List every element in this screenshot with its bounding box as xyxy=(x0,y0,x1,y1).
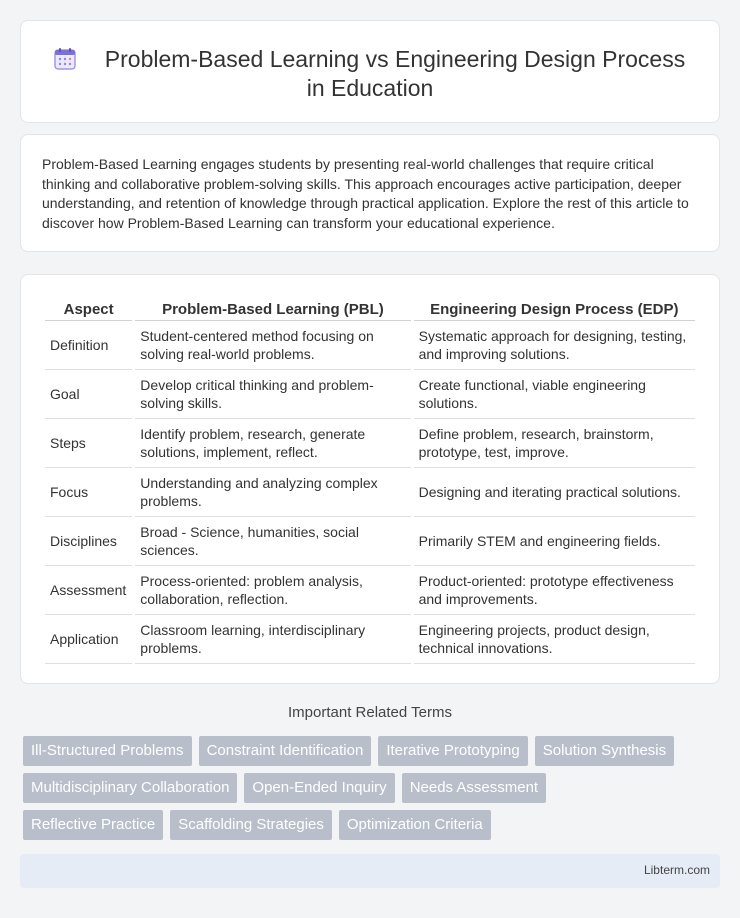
table-row xyxy=(45,419,695,468)
row-aspect: Focus xyxy=(45,468,132,517)
tag-scaffolding-strategies[interactable]: Scaffolding Strategies xyxy=(170,810,332,840)
comparison-table xyxy=(42,295,698,664)
row-pbl: Develop critical thinking and problem-solving skills. xyxy=(135,370,410,419)
related-terms xyxy=(23,736,723,847)
footer xyxy=(20,854,720,888)
table-row xyxy=(45,517,695,566)
comparison-card xyxy=(20,274,720,684)
header-edp: Engineering Design Process (EDP) xyxy=(414,295,695,321)
row-pbl: Understanding and analyzing complex problems. xyxy=(135,468,410,517)
tag-iterative-prototyping[interactable]: Iterative Prototyping xyxy=(378,736,527,766)
page-title xyxy=(21,45,719,103)
row-pbl: Student-centered method focusing on solving real-world problems. xyxy=(135,321,410,370)
tag-open-ended-inquiry[interactable]: Open-Ended Inquiry xyxy=(244,773,394,803)
row-edp: Systematic approach for designing, testing, and improving solutions. xyxy=(414,321,695,370)
table-row xyxy=(45,468,695,517)
row-aspect: Disciplines xyxy=(45,517,132,566)
footer-site-link[interactable]: Libterm.com xyxy=(643,863,710,877)
table-row xyxy=(45,321,695,370)
row-edp: Product-oriented: prototype effectiveness and improvements. xyxy=(414,566,695,615)
intro-paragraph: Problem-Based Learning engages students by presenting real-world challenges that require critical thinking and collaborative problem-solving skills. This approach encourages active participation, deeper understanding, and retention of knowledge through practical application. Explore the rest of this article to discover how Problem-Based Learning can transform your educational experience. xyxy=(42,156,689,231)
row-pbl: Broad - Science, humanities, social sciences. xyxy=(135,517,410,566)
tag-multidisciplinary-collaboration[interactable]: Multidisciplinary Collaboration xyxy=(23,773,237,803)
row-aspect: Goal xyxy=(45,370,132,419)
intro-card xyxy=(20,134,720,252)
row-aspect: Steps xyxy=(45,419,132,468)
tag-reflective-practice[interactable]: Reflective Practice xyxy=(23,810,163,840)
page-title-line1: Problem-Based Learning vs Engineering Design Process xyxy=(104,46,686,72)
row-pbl: Identify problem, research, generate solutions, implement, reflect. xyxy=(135,419,410,468)
row-aspect: Application xyxy=(45,615,132,664)
tag-row xyxy=(23,810,723,840)
row-edp: Primarily STEM and engineering fields. xyxy=(414,517,695,566)
row-edp: Define problem, research, brainstorm, prototype, test, improve. xyxy=(414,419,695,468)
row-pbl: Classroom learning, interdisciplinary problems. xyxy=(135,615,410,664)
tag-solution-synthesis[interactable]: Solution Synthesis xyxy=(535,736,674,766)
row-aspect: Definition xyxy=(45,321,132,370)
related-terms-title: Important Related Terms xyxy=(288,704,452,721)
page-title-line2: in Education xyxy=(306,75,434,101)
row-edp: Create functional, viable engineering solutions. xyxy=(414,370,695,419)
header-pbl: Problem-Based Learning (PBL) xyxy=(135,295,410,321)
row-edp: Engineering projects, product design, technical innovations. xyxy=(414,615,695,664)
header-aspect: Aspect xyxy=(45,295,132,321)
tag-ill-structured-problems[interactable]: Ill-Structured Problems xyxy=(23,736,192,766)
row-edp: Designing and iterating practical solutions. xyxy=(414,468,695,517)
table-row xyxy=(45,615,695,664)
title-card xyxy=(20,20,720,123)
table-row xyxy=(45,370,695,419)
tag-row xyxy=(23,736,723,766)
tag-optimization-criteria[interactable]: Optimization Criteria xyxy=(339,810,491,840)
row-aspect: Assessment xyxy=(45,566,132,615)
tag-constraint-identification[interactable]: Constraint Identification xyxy=(199,736,372,766)
tag-needs-assessment[interactable]: Needs Assessment xyxy=(402,773,546,803)
tag-row xyxy=(23,773,723,803)
row-pbl: Process-oriented: problem analysis, collaboration, reflection. xyxy=(135,566,410,615)
table-row xyxy=(45,566,695,615)
table-header-row xyxy=(45,295,695,321)
